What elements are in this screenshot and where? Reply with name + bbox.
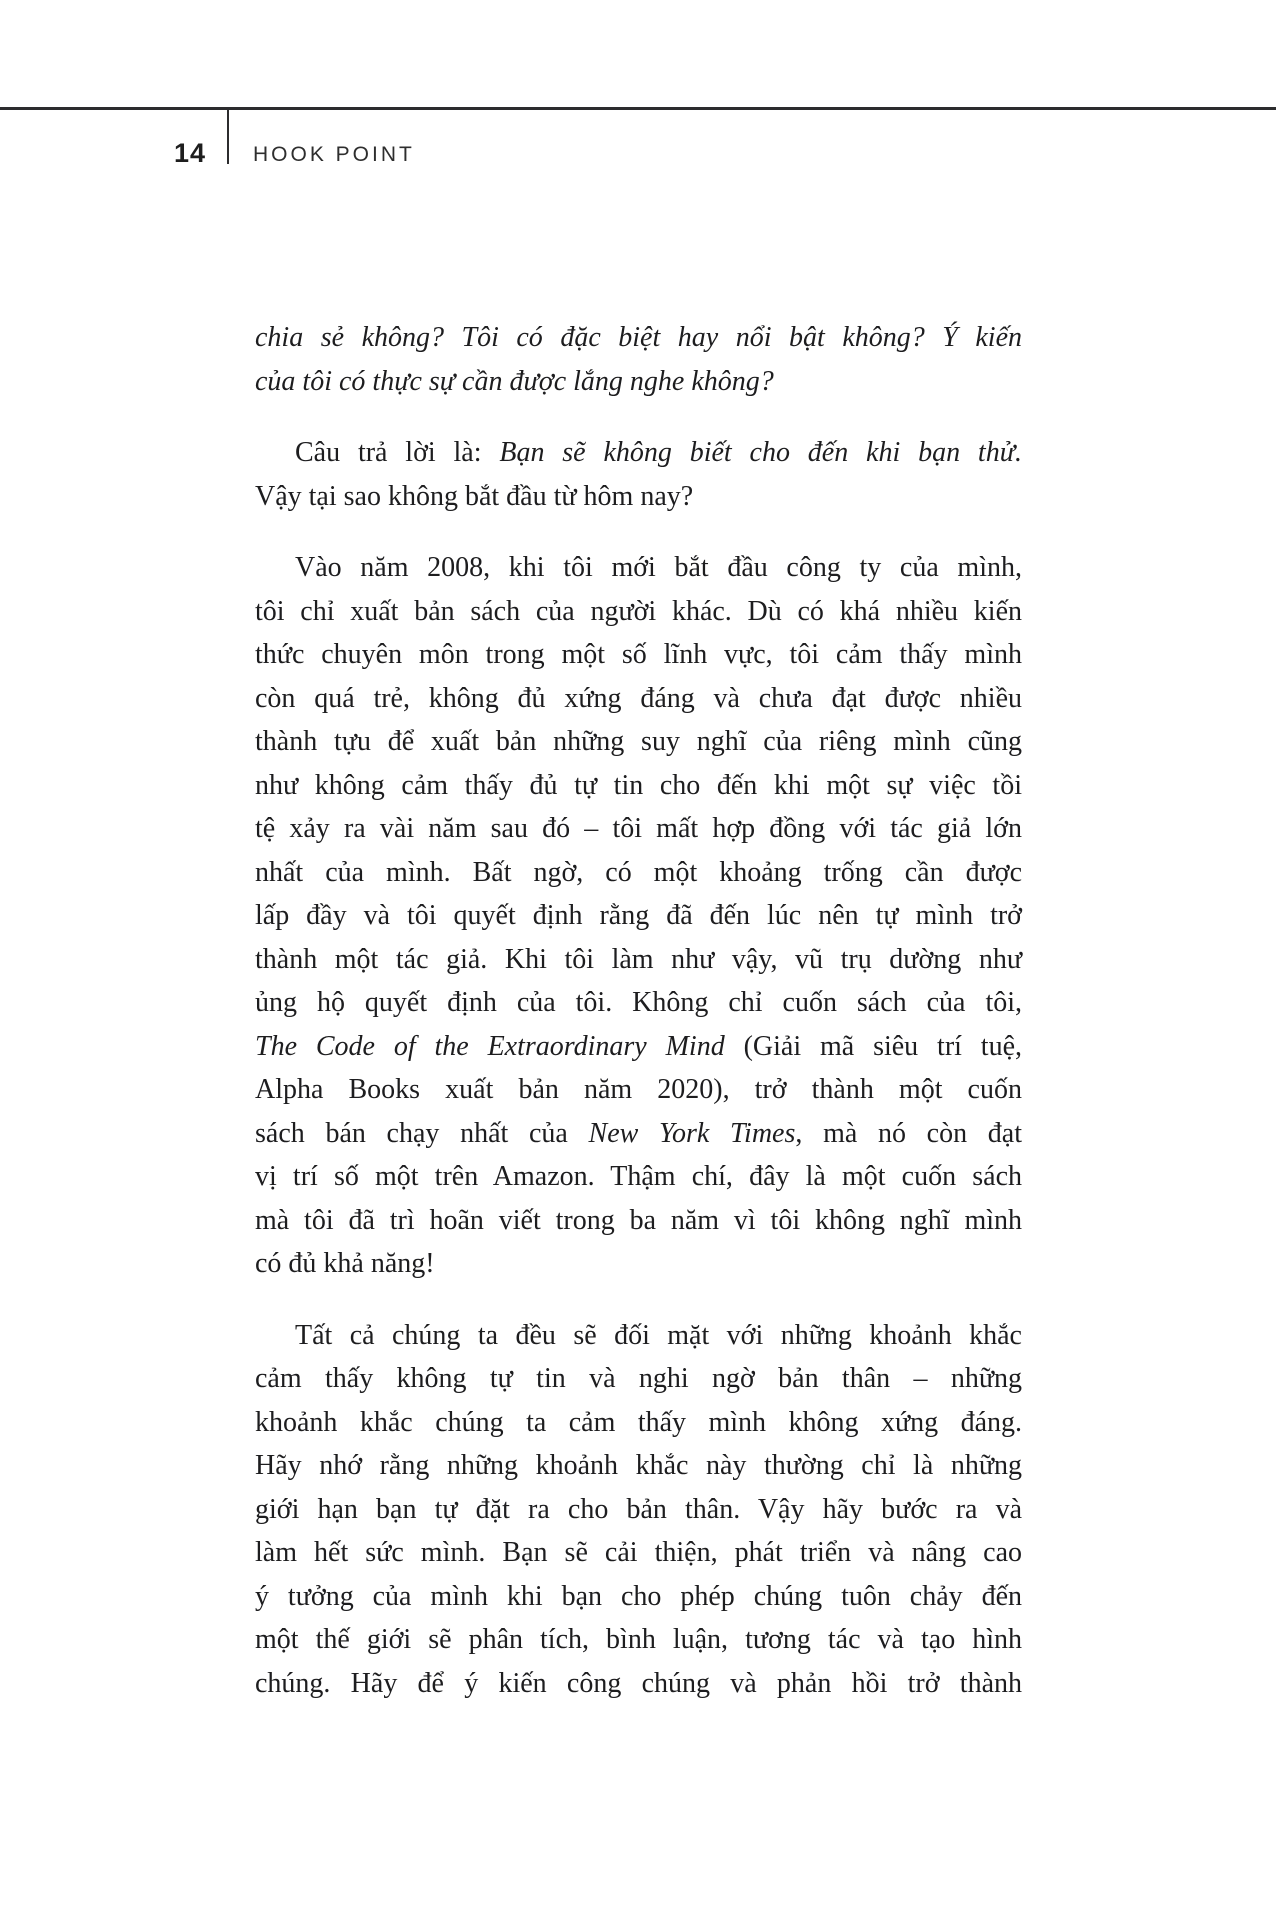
text-line [255, 1025, 1022, 1069]
page-number: 14 [173, 138, 206, 168]
text-run: Vào năm 2008, khi tôi mới bắt đầu công ty của mình, [295, 552, 1022, 583]
text-line [255, 1488, 1022, 1532]
text-run: mà tôi đã trì hoãn viết trong ba năm vì tôi không nghĩ mình [255, 1204, 1022, 1236]
paragraph [255, 316, 1022, 403]
text-line [255, 1112, 1022, 1156]
text-line [255, 894, 1022, 938]
text-line [255, 1444, 1022, 1488]
text-run: giới hạn bạn tự đặt ra cho bản thân. Vậy hãy bước ra và [255, 1493, 1022, 1525]
text-line [255, 677, 1022, 721]
text-run: sách bán chạy nhất của [255, 1117, 589, 1149]
paragraph [255, 1314, 1022, 1706]
text-run: Câu trả lời là: [295, 437, 500, 468]
text-line [255, 1068, 1022, 1112]
text-line [255, 1618, 1022, 1662]
text-line [255, 633, 1022, 677]
text-run: (Giải mã siêu trí tuệ, [724, 1030, 1022, 1062]
text-line [255, 1155, 1022, 1199]
header-top-rule [0, 107, 1276, 110]
text-run: ý tưởng của mình khi bạn cho phép chúng tuôn chảy đến [255, 1580, 1022, 1612]
text-run: khoảnh khắc chúng ta cảm thấy mình không xứng đáng. [255, 1406, 1022, 1438]
text-run: nhất của mình. Bất ngờ, có một khoảng trống cần được [255, 856, 1022, 888]
text-line [255, 720, 1022, 764]
text-run: , mà nó còn đạt [795, 1117, 1022, 1149]
text-run: Vậy tại sao không bắt đầu từ hôm nay? [255, 480, 694, 512]
text-line [255, 316, 1022, 360]
text-line [255, 1242, 1022, 1286]
text-line [255, 1662, 1022, 1706]
text-run: tôi chỉ xuất bản sách của người khác. Dù có khá nhiều kiến [255, 595, 1022, 627]
paragraph [255, 546, 1022, 1286]
text-line [255, 851, 1022, 895]
text-line [255, 938, 1022, 982]
paragraph [255, 431, 1022, 518]
text-run: còn quá trẻ, không đủ xứng đáng và chưa đạt được nhiều [255, 682, 1022, 714]
text-run: Hãy nhớ rằng những khoảnh khắc này thường chỉ là những [255, 1450, 1022, 1481]
text-run: Alpha Books xuất bản năm 2020), trở thành một cuốn [255, 1074, 1022, 1105]
text-run: cảm thấy không tự tin và nghi ngờ bản thân – những [255, 1363, 1022, 1394]
text-run: thành một tác giả. Khi tôi làm như vậy, vũ trụ dường như [255, 943, 1022, 975]
body-text [255, 316, 1022, 1705]
text-run: tệ xảy ra vài năm sau đó – tôi mất hợp đồng với tác giả lớn [255, 813, 1022, 844]
text-line [255, 764, 1022, 808]
text-line [255, 590, 1022, 634]
text-line [255, 546, 1022, 590]
text-line [255, 1401, 1022, 1445]
text-run: thức chuyên môn trong một số lĩnh vực, tôi cảm thấy mình [255, 639, 1022, 670]
italic-run: của tôi có thực sự cần được lắng nghe không? [255, 365, 774, 397]
text-line [255, 981, 1022, 1025]
italic-run: chia sẻ không? Tôi có đặc biệt hay nổi bật không? Ý kiến [255, 322, 1022, 353]
running-title: HOOK POINT [253, 143, 415, 166]
text-run: chúng. Hãy để ý kiến công chúng và phản hồi trở thành [255, 1667, 1022, 1699]
header-divider [227, 108, 229, 164]
text-run: vị trí số một trên Amazon. Thậm chí, đây là một cuốn sách [255, 1161, 1022, 1192]
text-line [255, 475, 1022, 519]
text-run: thành tựu để xuất bản những suy nghĩ của riêng mình cũng [255, 726, 1022, 757]
text-run: có đủ khả năng! [255, 1248, 435, 1279]
italic-run: New York Times [588, 1117, 796, 1149]
text-run: Tất cả chúng ta đều sẽ đối mặt với những khoảnh khắc [295, 1319, 1022, 1351]
text-run: ủng hộ quyết định của tôi. Không chỉ cuốn sách của tôi, [255, 987, 1022, 1018]
text-line [255, 431, 1022, 475]
text-line [255, 1357, 1022, 1401]
text-line [255, 1531, 1022, 1575]
text-line [255, 807, 1022, 851]
text-line [255, 360, 1022, 404]
text-run: làm hết sức mình. Bạn sẽ cải thiện, phát triển và nâng cao [255, 1537, 1022, 1568]
text-line [255, 1314, 1022, 1358]
text-line [255, 1199, 1022, 1243]
italic-run: Bạn sẽ không biết cho đến khi bạn thử. [499, 437, 1022, 468]
text-run: lấp đầy và tôi quyết định rằng đã đến lúc nên tự mình trở [255, 900, 1022, 931]
italic-run: The Code of the Extraordinary Mind [255, 1030, 725, 1062]
text-run: như không cảm thấy đủ tự tin cho đến khi một sự việc tồi [255, 769, 1022, 801]
text-run: một thế giới sẽ phân tích, bình luận, tương tác và tạo hình [255, 1624, 1022, 1655]
text-line [255, 1575, 1022, 1619]
